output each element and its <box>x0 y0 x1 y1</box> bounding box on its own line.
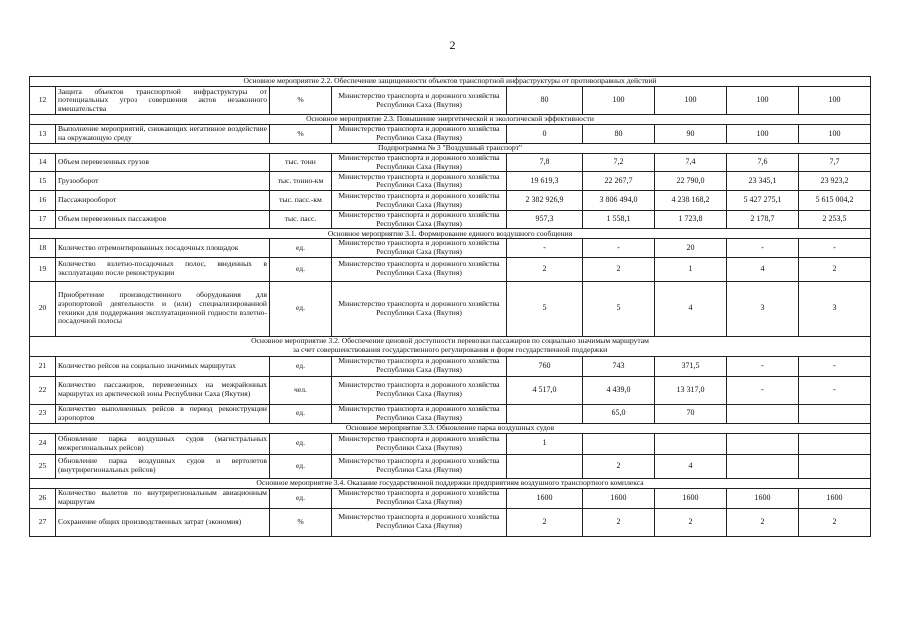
value-cell: - <box>727 376 799 404</box>
unit-cell: тыс. тонн <box>270 154 332 172</box>
value-cell: 1 <box>655 257 727 281</box>
value-cell <box>507 454 583 478</box>
value-cell: 1 723,8 <box>655 211 727 229</box>
responsible-cell: Министерство транспорта и дорожного хозяйства Республики Саха (Якутия) <box>332 191 507 211</box>
value-cell: 4 238 168,2 <box>655 191 727 211</box>
row-number: 20 <box>30 281 56 336</box>
value-cell: 4 <box>655 454 727 478</box>
responsible-cell: Министерство транспорта и дорожного хозяйства Республики Саха (Якутия) <box>332 376 507 404</box>
value-cell: 100 <box>727 87 799 115</box>
indicator-name: Обновление парка воздушных судов (магистральных межрегиональных рейсов) <box>56 433 270 454</box>
value-cell: 1 558,1 <box>583 211 655 229</box>
section-header-row <box>30 115 871 125</box>
value-cell: 19 619,3 <box>507 172 583 191</box>
indicator-name: Количество отремонтированных посадочных площадок <box>56 239 270 257</box>
value-cell: 2 <box>583 508 655 536</box>
table-row <box>30 356 871 376</box>
value-cell: 13 317,0 <box>655 376 727 404</box>
responsible-cell: Министерство транспорта и дорожного хозяйства Республики Саха (Якутия) <box>332 211 507 229</box>
indicator-name: Выполнение мероприятий, снижающих негативное воздействие на окружающую среду <box>56 125 270 144</box>
section-header-row <box>30 144 871 154</box>
value-cell: 7,2 <box>583 154 655 172</box>
indicator-name: Объем перевезенных грузов <box>56 154 270 172</box>
value-cell: 1600 <box>507 488 583 508</box>
table-row <box>30 125 871 144</box>
value-cell: - <box>727 239 799 257</box>
value-cell: 5 427 275,1 <box>727 191 799 211</box>
value-cell: 80 <box>507 87 583 115</box>
value-cell: 2 <box>799 508 871 536</box>
value-cell <box>727 404 799 423</box>
value-cell: 4 <box>655 281 727 336</box>
section-title <box>30 229 871 239</box>
section-title <box>30 423 871 433</box>
indicator-name: Пассажирооборот <box>56 191 270 211</box>
responsible-cell: Министерство транспорта и дорожного хозяйства Республики Саха (Якутия) <box>332 404 507 423</box>
indicator-name: Количество пассажиров, перевезенных на межрайонных маршрутах из арктической зоны Республики Саха (Якутия) <box>56 376 270 404</box>
value-cell <box>799 433 871 454</box>
table-row <box>30 239 871 257</box>
section-title-line: за счет совершенствования государственного регулирования и форм государственной поддержки <box>292 345 608 355</box>
indicator-name: Объем перевезенных пассажиров <box>56 211 270 229</box>
section-header-row <box>30 478 871 488</box>
value-cell <box>583 433 655 454</box>
responsible-cell: Министерство транспорта и дорожного хозяйства Республики Саха (Якутия) <box>332 125 507 144</box>
section-title <box>30 336 871 356</box>
table-row <box>30 454 871 478</box>
table-row <box>30 376 871 404</box>
row-number: 27 <box>30 508 56 536</box>
value-cell <box>507 404 583 423</box>
unit-cell: ед. <box>270 239 332 257</box>
table-row <box>30 154 871 172</box>
value-cell: 80 <box>583 125 655 144</box>
value-cell: 957,3 <box>507 211 583 229</box>
section-title-line: Основное мероприятие 2.2. Обеспечение защищенности объектов транспортной инфраструктуры от противоправных действий <box>243 76 657 86</box>
value-cell: 65,0 <box>583 404 655 423</box>
value-cell <box>799 454 871 478</box>
table-row <box>30 87 871 115</box>
responsible-cell: Министерство транспорта и дорожного хозяйства Республики Саха (Якутия) <box>332 488 507 508</box>
row-number: 13 <box>30 125 56 144</box>
unit-cell: тыс. пасс.-км <box>270 191 332 211</box>
value-cell: 23 345,1 <box>727 172 799 191</box>
value-cell: 1600 <box>583 488 655 508</box>
unit-cell: ед. <box>270 488 332 508</box>
value-cell: - <box>507 239 583 257</box>
value-cell: 23 923,2 <box>799 172 871 191</box>
value-cell: - <box>799 376 871 404</box>
indicator-name: Защита объектов транспортной инфраструктуры от потенциальных угроз совершения актов незаконного вмешательства <box>56 87 270 115</box>
value-cell <box>799 404 871 423</box>
value-cell <box>655 433 727 454</box>
value-cell: 1600 <box>799 488 871 508</box>
row-number: 14 <box>30 154 56 172</box>
row-number: 22 <box>30 376 56 404</box>
section-title <box>30 115 871 125</box>
row-number: 26 <box>30 488 56 508</box>
section-title-line: Основное мероприятие 3.4. Оказание государственной поддержки предприятиям воздушного транспортного комплекса <box>256 478 644 487</box>
table-row <box>30 211 871 229</box>
unit-cell: тыс. пасс. <box>270 211 332 229</box>
value-cell: 4 439,0 <box>583 376 655 404</box>
value-cell: 1600 <box>727 488 799 508</box>
value-cell <box>727 433 799 454</box>
value-cell: 100 <box>799 87 871 115</box>
indicator-name: Приобретение производственного оборудования для аэропортовой деятельности и (или) специализированной техники для поддержания эксплуатационной годности взлетно-посадочной полосы <box>56 281 270 336</box>
section-header-row <box>30 77 871 87</box>
value-cell: 2 <box>507 508 583 536</box>
value-cell: 7,4 <box>655 154 727 172</box>
section-title <box>30 144 871 154</box>
row-number: 24 <box>30 433 56 454</box>
responsible-cell: Министерство транспорта и дорожного хозяйства Республики Саха (Якутия) <box>332 239 507 257</box>
value-cell: 4 517,0 <box>507 376 583 404</box>
indicator-name: Сохранение общих производственных затрат (экономия) <box>56 508 270 536</box>
section-title-line: Основное мероприятие 3.3. Обновление парка воздушных судов <box>345 423 555 432</box>
indicators-table <box>29 76 871 537</box>
unit-cell: ед. <box>270 257 332 281</box>
value-cell: 5 <box>507 281 583 336</box>
section-title-line: Основное мероприятие 2.3. Повышение энергетической и экологической эффективности <box>306 114 594 124</box>
unit-cell: чел. <box>270 376 332 404</box>
value-cell: - <box>799 239 871 257</box>
value-cell: - <box>727 356 799 376</box>
value-cell: 7,6 <box>727 154 799 172</box>
responsible-cell: Министерство транспорта и дорожного хозяйства Республики Саха (Якутия) <box>332 454 507 478</box>
table-row <box>30 508 871 536</box>
value-cell: 3 806 494,0 <box>583 191 655 211</box>
indicator-name: Обновление парка воздушных судов и вертолетов (внутрирегиональных рейсов) <box>56 454 270 478</box>
unit-cell: ед. <box>270 356 332 376</box>
section-title-line: Основное мероприятие 3.2. Обеспечение ценовой доступности перевозки пассажиров по социально значимым маршрутам <box>251 336 649 346</box>
indicator-name: Количество выполненных рейсов в период реконструкции аэропортов <box>56 404 270 423</box>
value-cell: 5 <box>583 281 655 336</box>
row-number: 12 <box>30 87 56 115</box>
value-cell: 1 <box>507 433 583 454</box>
value-cell: 0 <box>507 125 583 144</box>
section-header-row <box>30 423 871 433</box>
responsible-cell: Министерство транспорта и дорожного хозяйства Республики Саха (Якутия) <box>332 154 507 172</box>
value-cell: 743 <box>583 356 655 376</box>
table-row <box>30 281 871 336</box>
section-header-row <box>30 336 871 356</box>
section-header-row <box>30 229 871 239</box>
table-row <box>30 433 871 454</box>
value-cell: 100 <box>727 125 799 144</box>
unit-cell: ед. <box>270 433 332 454</box>
responsible-cell: Министерство транспорта и дорожного хозяйства Республики Саха (Якутия) <box>332 356 507 376</box>
value-cell: 2 <box>583 257 655 281</box>
section-title-line: Основное мероприятие 3.1. Формирование единого воздушного сообщения <box>327 228 573 238</box>
value-cell: 4 <box>727 257 799 281</box>
value-cell: 760 <box>507 356 583 376</box>
row-number: 16 <box>30 191 56 211</box>
responsible-cell: Министерство транспорта и дорожного хозяйства Республики Саха (Якутия) <box>332 508 507 536</box>
value-cell: 2 382 926,9 <box>507 191 583 211</box>
table-body <box>30 77 871 537</box>
value-cell: 22 790,0 <box>655 172 727 191</box>
table-row <box>30 404 871 423</box>
value-cell: - <box>583 239 655 257</box>
responsible-cell: Министерство транспорта и дорожного хозяйства Республики Саха (Якутия) <box>332 172 507 191</box>
value-cell: 2 <box>583 454 655 478</box>
unit-cell: % <box>270 87 332 115</box>
value-cell: 5 615 004,2 <box>799 191 871 211</box>
unit-cell: тыс. тонно-км <box>270 172 332 191</box>
value-cell: 100 <box>655 87 727 115</box>
row-number: 18 <box>30 239 56 257</box>
value-cell: 70 <box>655 404 727 423</box>
value-cell: 90 <box>655 125 727 144</box>
value-cell: 7,7 <box>799 154 871 172</box>
value-cell: 22 267,7 <box>583 172 655 191</box>
table-row <box>30 257 871 281</box>
unit-cell: ед. <box>270 281 332 336</box>
value-cell: 20 <box>655 239 727 257</box>
value-cell: 100 <box>799 125 871 144</box>
row-number: 25 <box>30 454 56 478</box>
unit-cell: ед. <box>270 404 332 423</box>
responsible-cell: Министерство транспорта и дорожного хозяйства Республики Саха (Якутия) <box>332 281 507 336</box>
value-cell: 2 253,5 <box>799 211 871 229</box>
section-title <box>30 77 871 87</box>
value-cell: 1600 <box>655 488 727 508</box>
row-number: 15 <box>30 172 56 191</box>
value-cell: 3 <box>727 281 799 336</box>
value-cell: 2 <box>799 257 871 281</box>
value-cell: 100 <box>583 87 655 115</box>
section-title <box>30 478 871 488</box>
value-cell: 2 <box>655 508 727 536</box>
value-cell: 371,5 <box>655 356 727 376</box>
row-number: 23 <box>30 404 56 423</box>
indicator-name: Количество вылетов по внутрирегиональным авиационным маршрутам <box>56 488 270 508</box>
value-cell: 3 <box>799 281 871 336</box>
value-cell: - <box>799 356 871 376</box>
responsible-cell: Министерство транспорта и дорожного хозяйства Республики Саха (Якутия) <box>332 87 507 115</box>
responsible-cell: Министерство транспорта и дорожного хозяйства Республики Саха (Якутия) <box>332 433 507 454</box>
indicator-name: Количество рейсов на социально значимых маршрутах <box>56 356 270 376</box>
responsible-cell: Министерство транспорта и дорожного хозяйства Республики Саха (Якутия) <box>332 257 507 281</box>
row-number: 21 <box>30 356 56 376</box>
value-cell: 7,8 <box>507 154 583 172</box>
row-number: 17 <box>30 211 56 229</box>
page-number: 2 <box>449 38 456 52</box>
value-cell: 2 <box>727 508 799 536</box>
table-row <box>30 191 871 211</box>
table-row <box>30 488 871 508</box>
value-cell: 2 <box>507 257 583 281</box>
indicator-name: Количество взлетно-посадочных полос, введенных в эксплуатацию после реконструкции <box>56 257 270 281</box>
unit-cell: % <box>270 508 332 536</box>
value-cell: 2 178,7 <box>727 211 799 229</box>
unit-cell: ед. <box>270 454 332 478</box>
section-title-line: Подпрограмма № 3 "Воздушный транспорт" <box>378 143 522 153</box>
unit-cell: % <box>270 125 332 144</box>
row-number: 19 <box>30 257 56 281</box>
value-cell <box>727 454 799 478</box>
table-row <box>30 172 871 191</box>
indicator-name: Грузооборот <box>56 172 270 191</box>
